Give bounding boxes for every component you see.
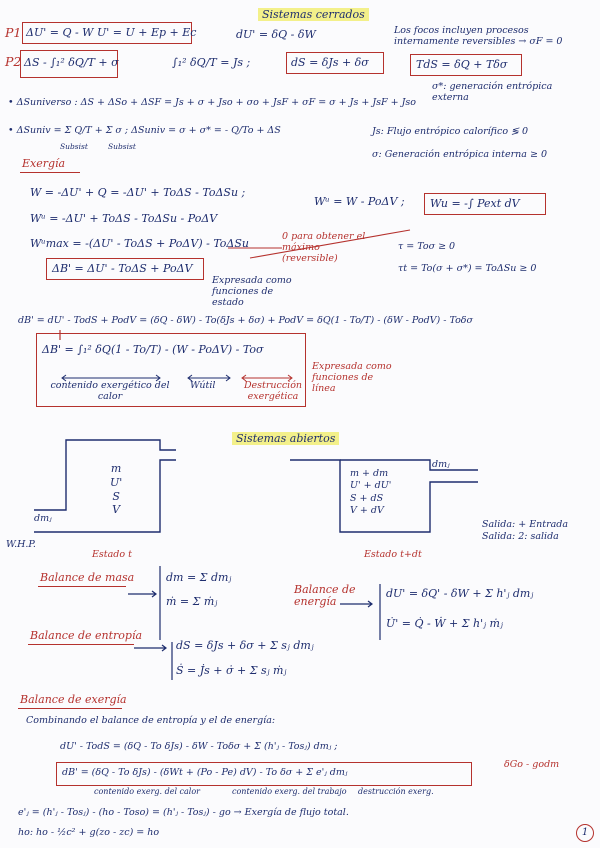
var-m-dm: m + dm xyxy=(350,468,389,479)
dm-outlet: dmⱼ xyxy=(432,459,450,470)
label-wutil: Wútil xyxy=(190,380,216,391)
max-note: 0 para obtener el máximo (reversible) xyxy=(282,231,366,264)
sign-convention-2: Salida: 2: salida xyxy=(482,531,559,542)
exergy-bal-eq-1: dU' - TodS = (δQ - To δJs) - δW - Toδσ + Σ (h'ⱼ - Tosⱼ) dmⱼ ; xyxy=(60,741,338,752)
tds-equation: TdS = δQ + Tδσ xyxy=(416,58,508,71)
var-v-dv: V + dV xyxy=(350,505,384,517)
exergy-line-eq: ΔB' = ∫₁² δQ(1 - To/T) - (W - PoΔV) - Toσ xyxy=(42,343,264,356)
dm-inlet: dmⱼ xyxy=(34,513,52,524)
mass-title-underline xyxy=(38,586,126,587)
exergy-bal-eq-2: dB' = (δQ - To δJs) - (δWt + (Po - Pe) dV) - To δσ + Σ e'ⱼ dmⱼ xyxy=(62,767,348,778)
entropy-bal-eq-2: Ṡ = J̇s + σ̇ + Σ sⱼ ṁⱼ xyxy=(176,664,287,677)
subsist-right: Subsist xyxy=(108,142,136,151)
exergy-w1: W = -ΔU' + Q = -ΔU' + ToΔS - ToΔSu ; xyxy=(30,186,246,199)
exergy-balance-title: Balance de exergía xyxy=(20,693,127,706)
var-u: U' xyxy=(110,475,123,489)
label-work: contenido exerg. del trabajo xyxy=(232,787,347,796)
line-functions-note: Expresada como funciones de línea xyxy=(312,361,392,394)
var-s-ds: S + dS xyxy=(350,492,384,504)
p2-focus-note: Los focos incluyen procesos internamente reversibles → σF = 0 xyxy=(394,25,563,47)
label-heat: contenido exerg. del calor xyxy=(94,787,201,796)
exergy-state-eq: ΔB' = ΔU' - ToΔS + PoΔV xyxy=(52,262,193,275)
entropy-balance-title: Balance de entropía xyxy=(30,629,143,642)
whip-label: W.H.P. xyxy=(6,539,36,550)
page-number: 1 xyxy=(576,824,594,842)
energy-eq-1: dU' = δQ' - δW + Σ h'ⱼ dmⱼ xyxy=(386,587,534,600)
tau-internal: τ = Toσ ≥ 0 xyxy=(398,241,456,252)
entropy-universe-sum: • ΔSuniv = Σ Q/T + Σ σ ; ΔSuniv = σ + σ* = - Q/To + ΔS xyxy=(8,125,281,136)
exergy-w2: Wᵘ = -ΔU' + ToΔS - ToΔSu - PoΔV xyxy=(30,212,218,225)
js-definition: Js: Flujo entrópico calorífico ≶ 0 xyxy=(372,126,529,137)
exergy-wu: Wᵘ = W - PoΔV ; xyxy=(314,195,405,208)
flow-exergy-eq: e'ⱼ = (h'ⱼ - Tosⱼ) - (ho - Toso) = (h'ⱼ - Tosⱼ) - go → Exergía de flujo total. xyxy=(18,807,349,818)
energy-balance-title: Balance de energía xyxy=(294,583,356,609)
subsist-left: Subsist xyxy=(60,142,88,151)
exergy-differential: dB' = dU' - TodS + PodV = (δQ - δW) - To(δJs + δσ) + PodV = δQ(1 - To/T) - (δW - PodV) - Toδσ xyxy=(18,315,474,326)
p2-result: dS = δJs + δσ xyxy=(291,56,369,69)
mass-eq-1: dm = Σ dmⱼ xyxy=(166,571,232,584)
p1-equation: ΔU' = Q - W U' = U + Ep + Ec xyxy=(26,26,197,39)
state-tdt: Estado t+dt xyxy=(364,549,422,560)
label-heat-exergy: contenido exergético del calor xyxy=(50,380,170,402)
p2-label: P2 xyxy=(5,54,22,69)
state-functions-note: Expresada como funciones de estado xyxy=(212,275,292,308)
system-t-vars xyxy=(110,462,122,517)
dead-state-eq: ho: ho - ½c² + g(zo - zc) = ho xyxy=(18,827,160,838)
combining-note: Combinando el balance de entropía y el de energía: xyxy=(26,715,276,726)
tau-total: τt = To(σ + σ*) = ToΔSu ≥ 0 xyxy=(398,263,537,274)
section-title-open: Sistemas abiertos xyxy=(232,432,339,445)
exergy-wmax: Wᵘmax = -(ΔU' - ToΔS + PoΔV) - ToΔSu xyxy=(30,237,249,250)
exergy-title: Exergía xyxy=(22,157,66,170)
var-v: V xyxy=(112,503,121,517)
var-s: S xyxy=(112,489,120,503)
p2-integral: ∫₁² δQ/T = Js ; xyxy=(172,56,251,69)
state-t: Estado t xyxy=(92,549,132,560)
system-tdt-vars xyxy=(350,468,391,517)
label-destr: destrucción exerg. xyxy=(358,787,434,796)
entropy-universe-line: • ΔSuniverso : ΔS + ΔSo + ΔSF = Js + σ + Jso + σo + JsF + σF = σ + Js + JsF + Jso xyxy=(8,97,417,108)
mass-eq-2: ṁ = Σ ṁⱼ xyxy=(166,595,218,608)
section-title-closed: Sistemas cerrados xyxy=(258,8,369,21)
var-u-du: U' + dU' xyxy=(350,480,392,492)
var-m: m xyxy=(110,462,122,475)
mass-balance-title: Balance de masa xyxy=(40,571,135,584)
sigma-star-note: σ*: generación entrópica externa xyxy=(432,81,553,103)
p2-equation: ΔS - ∫₁² δQ/T + σ xyxy=(24,56,119,69)
wu-integral: Wu = -∫ Pext dV xyxy=(430,197,520,210)
energy-eq-2: U̇' = Q̇ - Ẇ + Σ h'ⱼ ṁⱼ xyxy=(386,617,503,630)
p1-result: dU' = δQ - δW xyxy=(236,28,316,41)
label-destruction: Destrucción exergética xyxy=(243,380,303,402)
exergy-bal-underline xyxy=(18,708,122,709)
entropy-title-underline xyxy=(28,644,134,645)
gibbs-note: δGo - godm xyxy=(504,759,560,770)
sign-convention-1: Salida: + Entrada xyxy=(482,519,569,530)
sigma-definition: σ: Generación entrópica interna ≥ 0 xyxy=(372,149,547,160)
entropy-bal-eq-1: dS = δJs + δσ + Σ sⱼ dmⱼ xyxy=(176,639,314,652)
p1-label: P1 xyxy=(5,25,22,40)
